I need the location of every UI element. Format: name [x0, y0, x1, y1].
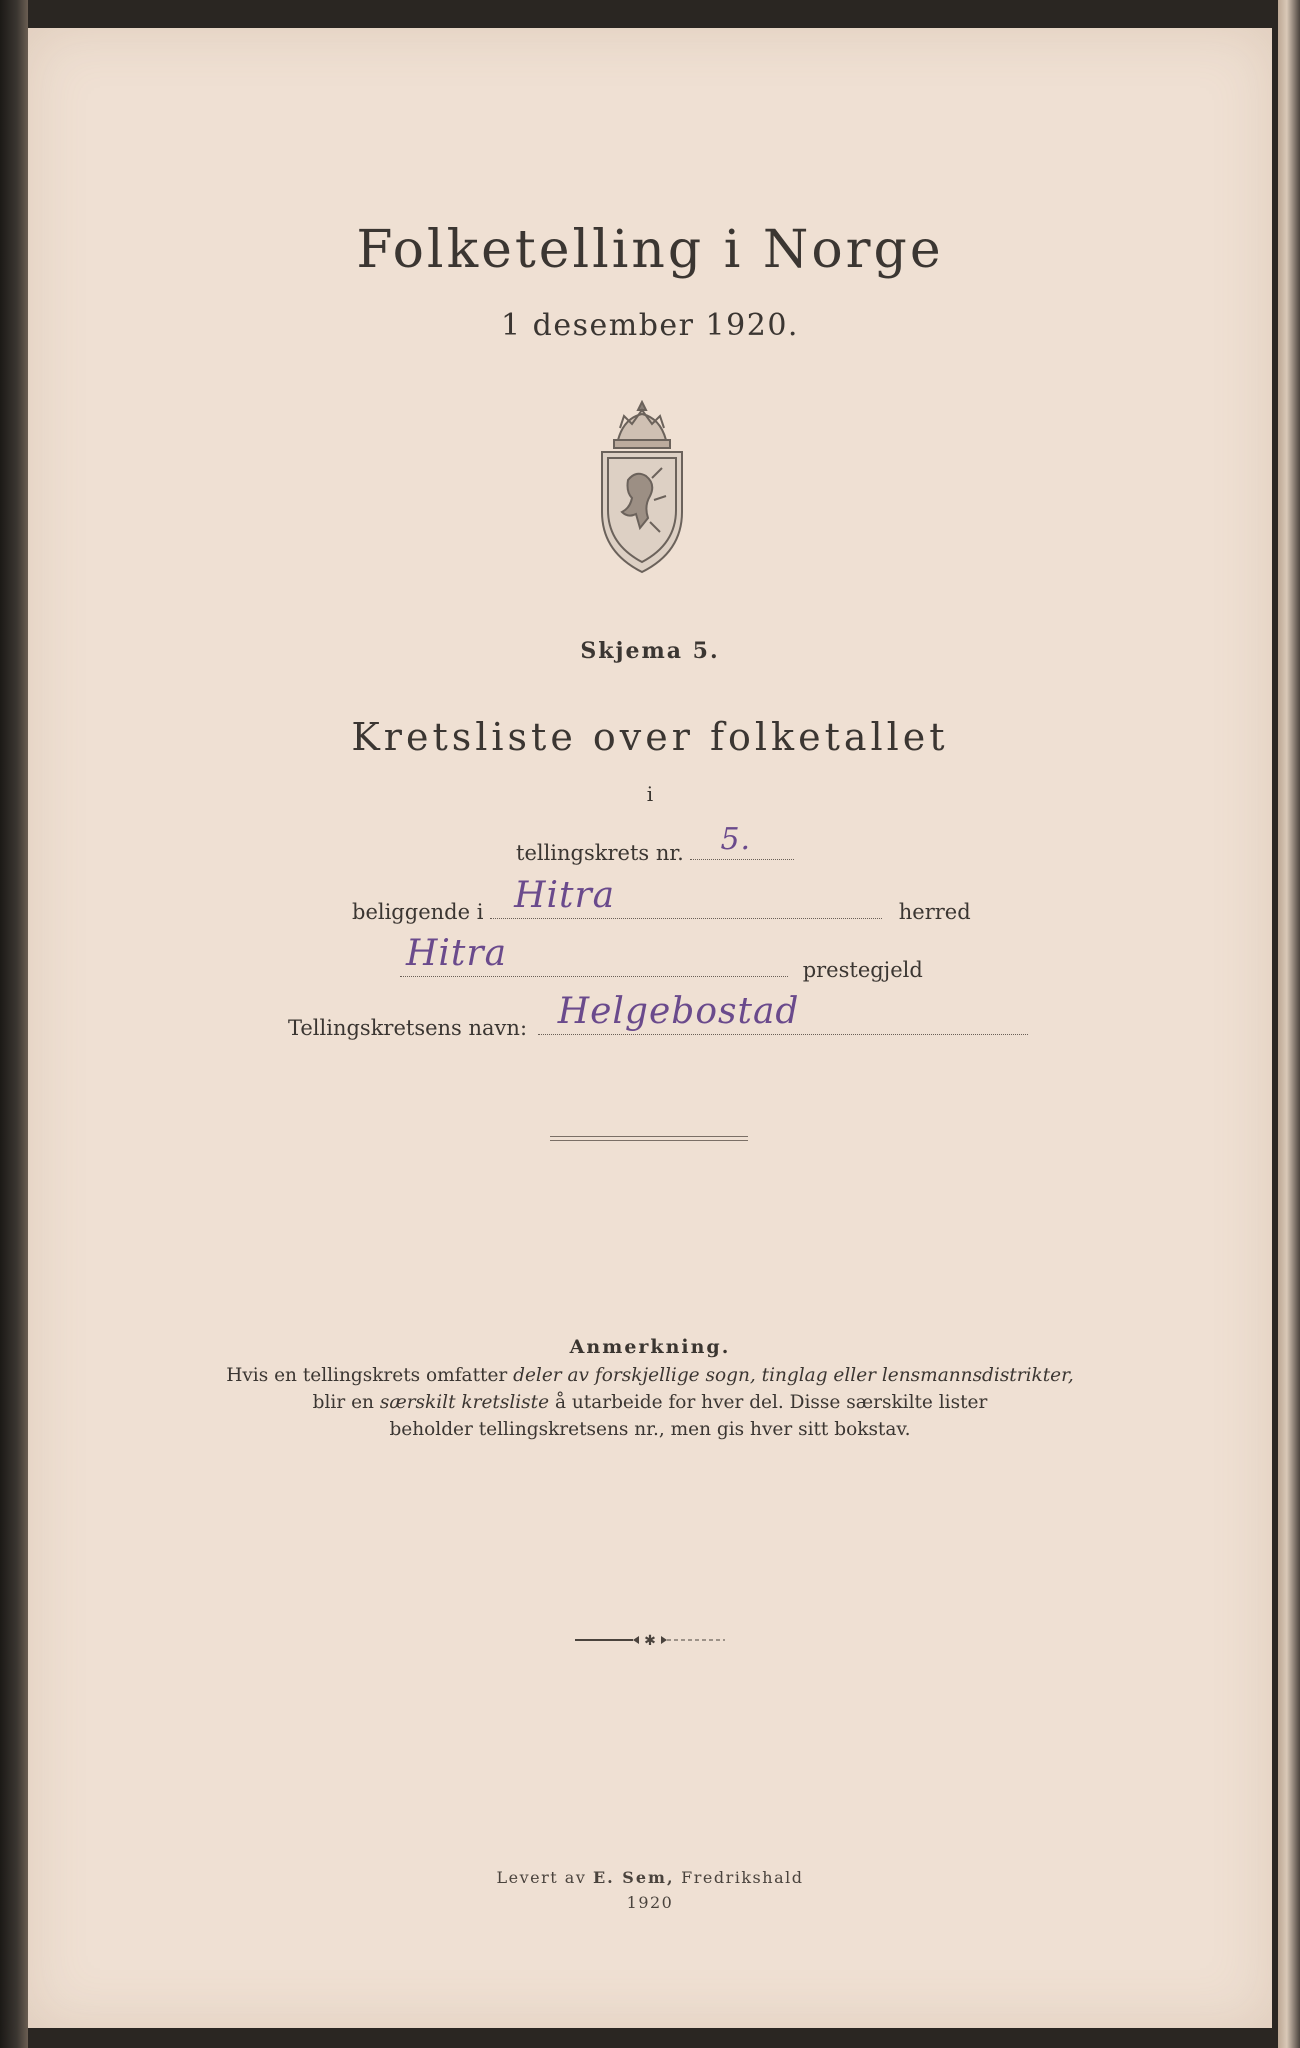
- prestegjeld-row: [400, 933, 923, 982]
- kretsnavn-field[interactable]: [538, 991, 1028, 1035]
- herred-field[interactable]: [490, 875, 882, 919]
- form-heading: Kretsliste over folketallet: [351, 715, 949, 759]
- document-date: 1 desember 1920.: [501, 308, 799, 343]
- note-line-1: Hvis en tellingskrets omfatter deler av forskjellige sogn, tinglag eller lensmannsdistrikter,: [226, 1365, 1074, 1386]
- divider-rule: [550, 1140, 748, 1141]
- prestegjeld-field[interactable]: [400, 933, 788, 977]
- svg-text:✱: ✱: [644, 1633, 656, 1647]
- kretsnavn-label: Tellingskretsens navn:: [288, 1016, 528, 1040]
- note-line-2: blir en særskilt kretsliste å utarbeide for hver del. Disse særskilte lister: [312, 1392, 988, 1413]
- note-line-3: beholder tellingskretsens nr., men gis hver sitt bokstav.: [389, 1419, 911, 1440]
- tellingskrets-row: [516, 822, 794, 865]
- printer-line: Levert av E. Sem, Fredrikshald: [496, 1868, 804, 1887]
- herred-value: Hitra: [514, 875, 616, 916]
- printer-year: 1920: [626, 1893, 674, 1912]
- prestegjeld-value: Hitra: [406, 933, 508, 974]
- kretsnavn-row: [288, 991, 1028, 1040]
- divider-rule: [550, 1136, 748, 1137]
- beliggende-label: beliggende i: [352, 900, 484, 924]
- printer-imprint: [0, 1865, 1300, 1915]
- schema-number: Skjema 5.: [580, 638, 720, 664]
- ornament-divider: [575, 1633, 725, 1647]
- coat-of-arms-icon: [592, 400, 692, 575]
- preposition-i: i: [646, 782, 654, 806]
- herred-row: [352, 875, 971, 924]
- tellingskrets-value: 5.: [720, 822, 752, 857]
- tellingskrets-label: tellingskrets nr.: [516, 841, 684, 865]
- herred-label: herred: [898, 900, 971, 924]
- tellingskrets-field[interactable]: [690, 822, 794, 860]
- kretsnavn-value: Helgebostad: [557, 991, 800, 1032]
- note-heading: Anmerkning.: [569, 1336, 731, 1358]
- note-body: [200, 1362, 1100, 1443]
- prestegjeld-label: prestegjeld: [802, 958, 923, 982]
- document-title: Folketelling i Norge: [356, 220, 944, 280]
